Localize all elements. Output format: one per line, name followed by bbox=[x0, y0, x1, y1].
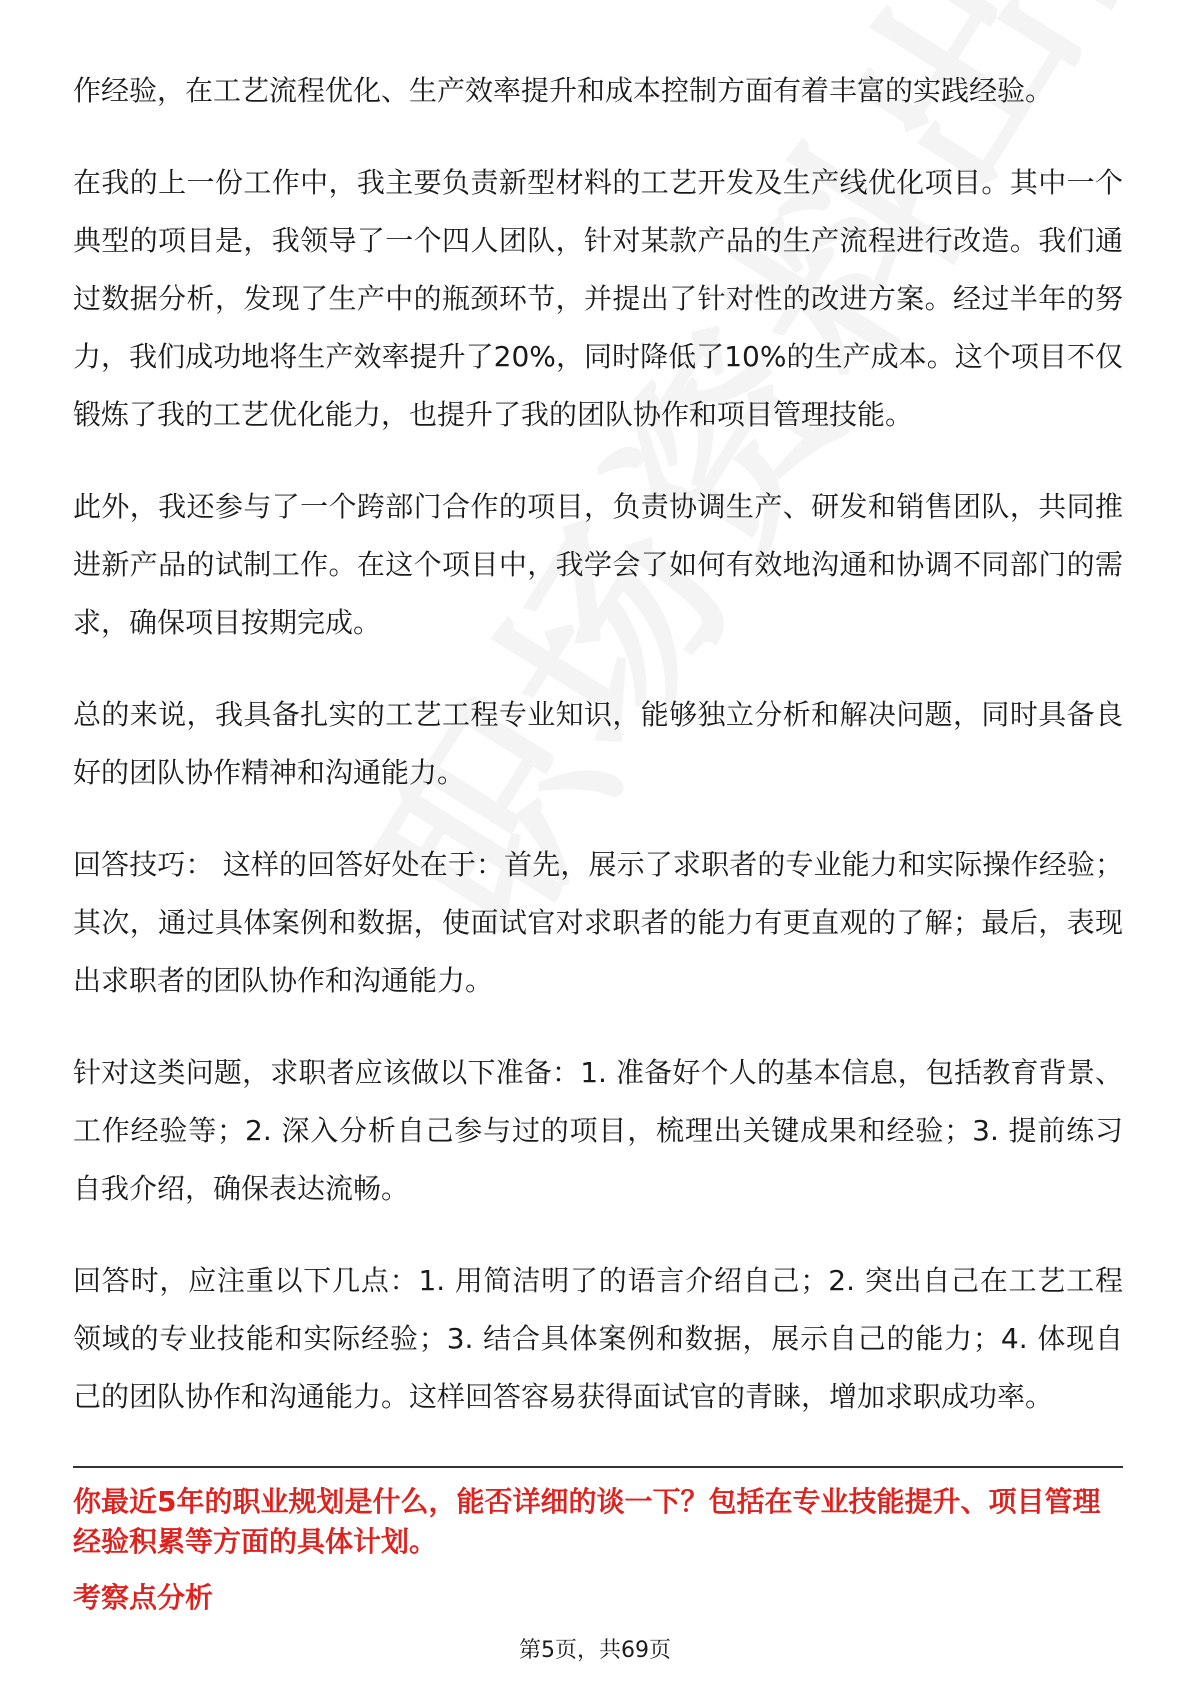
section-divider bbox=[73, 1466, 1123, 1468]
paragraph-intro-continued: 作经验，在工艺流程优化、生产效率提升和成本控制方面有着丰富的实践经验。 bbox=[73, 74, 1054, 107]
paragraph-answer-tips: 回答技巧： 这样的回答好处在于：首先，展示了求职者的专业能力和实际操作经验；其次，通过具体案例和数据，使面试官对求职者的能力有更直观的了解；最后，表现出求职者的团队协作和沟通能力。 bbox=[73, 848, 1123, 997]
paragraph-answer-points: 回答时，应注重以下几点：1. 用简洁明了的语言介绍自己；2. 突出自己在工艺工程领域的专业技能和实际经验；3. 结合具体案例和数据，展示自己的能力；4. 体现自己的团队协作和沟通能力。这样回答容易获得面试官的青睐，增加求职成功率。 bbox=[73, 1264, 1123, 1413]
paragraph-project-experience: 在我的上一份工作中，我主要负责新型材料的工艺开发及生产线优化项目。其中一个典型的项目是，我领导了一个四人团队，针对某款产品的生产流程进行改造。我们通过数据分析，发现了生产中的瓶颈环节，并提出了针对性的改进方案。经过半年的努力，我们成功地将生产效率提升了20%，同时降低了10%的生产成本。这个项目不仅锻炼了我的工艺优化能力，也提升了我的团队协作和项目管理技能。 bbox=[73, 166, 1123, 431]
section-heading-analysis: 考察点分析 bbox=[73, 1581, 214, 1614]
paragraph-cross-department: 此外，我还参与了一个跨部门合作的项目，负责协调生产、研发和销售团队，共同推进新产品的试制工作。在这个项目中，我学会了如何有效地沟通和协调不同部门的需求，确保项目按期完成。 bbox=[73, 490, 1123, 639]
page-number: 第5页，共69页 bbox=[519, 1638, 671, 1663]
document-body bbox=[73, 22, 1123, 1460]
paragraph-summary: 总的来说，我具备扎实的工艺工程专业知识，能够独立分析和解决问题，同时具备良好的团队协作精神和沟通能力。 bbox=[73, 698, 1123, 789]
interview-question: 你最近5年的职业规划是什么，能否详细的谈一下？包括在专业技能提升、项目管理经验积累等方面的具体计划。 bbox=[73, 1485, 1101, 1558]
paragraph-preparation: 针对这类问题，求职者应该做以下准备：1. 准备好个人的基本信息，包括教育背景、工作经验等；2. 深入分析自己参与过的项目，梳理出关键成果和经验；3. 提前练习自我介绍，确保表达流畅。 bbox=[73, 1056, 1123, 1205]
